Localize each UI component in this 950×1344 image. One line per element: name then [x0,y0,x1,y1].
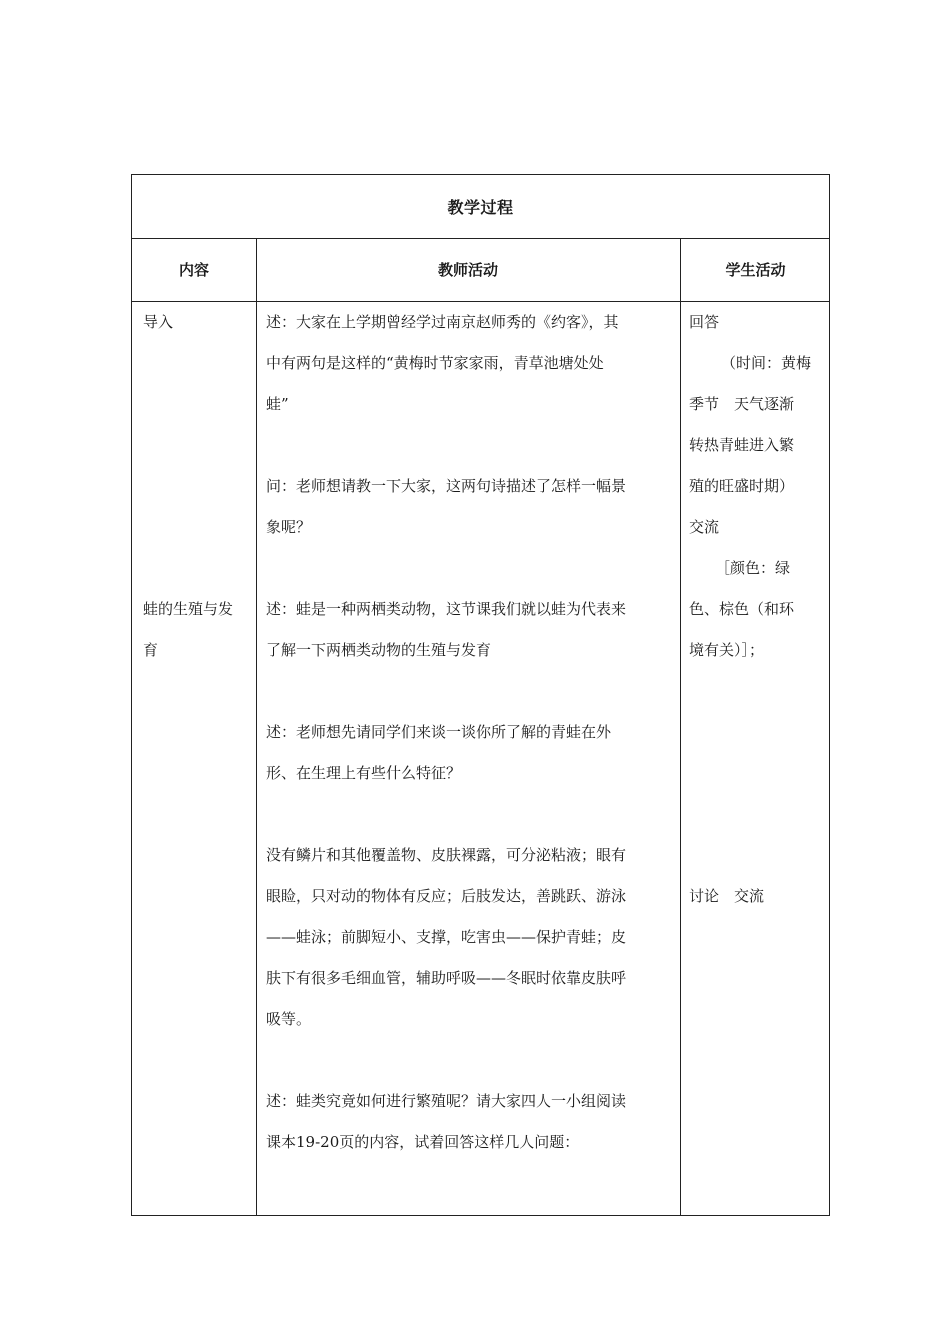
teacher-text-line: 形、在生理上有些什么特征？ [266,764,462,782]
content-item-reproduction-cont: 育 [143,641,159,659]
student-text-line: 色、棕色（和环 [689,600,795,618]
student-text-line: 交流 [689,518,720,536]
header-content: 内容 [178,261,209,279]
header-teacher-activity: 教师活动 [437,261,498,279]
lesson-process-table [131,174,830,1216]
teacher-activity-column [266,302,671,1215]
teacher-text-line: 蛙” [266,395,289,413]
header-student-activity: 学生活动 [725,261,786,279]
student-text-line: ［颜色：绿 [715,559,791,577]
student-text-line: 殖的旺盛时期） [689,477,795,495]
content-item-intro: 导入 [143,313,174,331]
teacher-text-line: 没有鳞片和其他覆盖物、皮肤裸露，可分泌粘液；眼有 [266,846,627,864]
student-text-line: 讨论 交流 [689,887,765,905]
student-text-line: 境有关）］； [689,641,765,659]
student-text-line: 回答 [689,313,720,331]
content-item-reproduction: 蛙的生殖与发 [143,600,234,618]
table-title: 教学过程 [132,175,829,239]
teacher-text-line: 述：蛙类究竟如何进行繁殖呢？请大家四人一小组阅读 [266,1092,627,1110]
student-activity-column [689,302,821,1215]
content-column [143,302,251,1215]
teacher-text-line: 中有两句是这样的“黄梅时节家家雨，青草池塘处处 [266,354,604,372]
teacher-text-line: 了解一下两栖类动物的生殖与发育 [266,641,492,659]
column-divider [256,238,257,1215]
teacher-text-line: ——蛙泳；前脚短小、支撑，吃害虫——保护青蛙；皮 [266,928,627,946]
teacher-text-line: 肤下有很多毛细血管，辅助呼吸——冬眠时依靠皮肤呼 [266,969,627,987]
student-text-line: 转热青蛙进入繁 [689,436,795,454]
teacher-text-line: 课本19-20页的内容，试着回答这样几人问题： [266,1133,580,1151]
teacher-text-line: 问：老师想请教一下大家，这两句诗描述了怎样一幅景 [266,477,627,495]
teacher-text-line: 述：蛙是一种两栖类动物，这节课我们就以蛙为代表来 [266,600,627,618]
teacher-text-line: 述：大家在上学期曾经学过南京赵师秀的《约客》，其 [266,313,619,331]
student-text-line: 季节 天气逐渐 [689,395,795,413]
teacher-text-line: 吸等。 [266,1010,312,1028]
teacher-text-line: 述：老师想先请同学们来谈一谈你所了解的青蛙在外 [266,723,612,741]
column-divider [680,238,681,1215]
teacher-text-line: 象呢？ [266,518,312,536]
teacher-text-line: 眼睑，只对动的物体有反应；后肢发达，善跳跃、游泳 [266,887,627,905]
student-text-line: （时间：黄梅 [721,354,812,372]
table-header-row [132,238,829,302]
